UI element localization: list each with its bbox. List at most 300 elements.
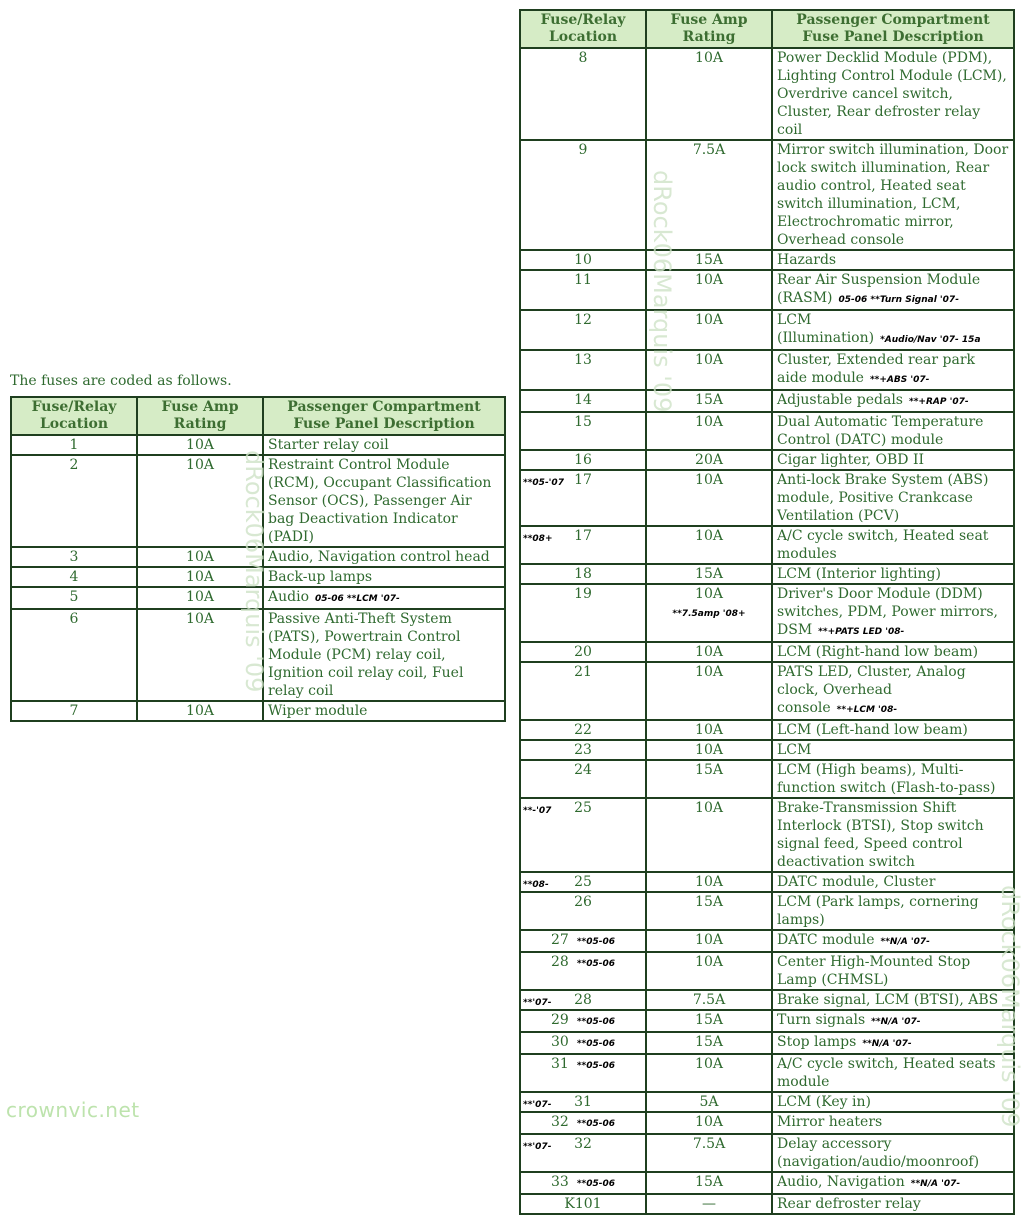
fuse-location-cell xyxy=(11,435,137,455)
fuse-location: 14 xyxy=(574,392,592,408)
fuse-location-cell xyxy=(520,390,646,412)
fuse-description: Rear defroster relay xyxy=(777,1196,921,1212)
table-row xyxy=(11,609,505,701)
table-row xyxy=(520,872,1014,892)
fuse-rating-cell xyxy=(646,1134,772,1172)
fuse-rating: 15A xyxy=(695,894,723,910)
fuse-description: Driver's Door Module (DDM) switches, PDM, Power mirrors, DSM xyxy=(777,586,998,638)
fuse-location: 11 xyxy=(574,272,592,288)
fuse-rating-cell xyxy=(646,526,772,564)
fuse-location: 26 xyxy=(574,894,592,910)
rating-note: **7.5amp '08+ xyxy=(672,609,746,619)
year-note: *Audio/Nav '07- 15a xyxy=(880,335,981,345)
fuse-location-cell xyxy=(11,455,137,547)
fuse-description-cell xyxy=(772,952,1014,990)
fuse-location-cell xyxy=(520,1032,646,1054)
intro-text: The fuses are coded as follows. xyxy=(10,373,232,389)
table-row xyxy=(520,952,1014,990)
year-note: **N/A '07- xyxy=(880,937,930,947)
fuse-description: Audio xyxy=(268,589,309,605)
right-table-body xyxy=(520,48,1014,1214)
fuse-location: 21 xyxy=(574,664,592,680)
fuse-rating-cell xyxy=(646,720,772,740)
fuse-description-cell xyxy=(772,48,1014,140)
fuse-description: LCM xyxy=(777,742,812,758)
fuse-rating-cell xyxy=(646,740,772,760)
fuse-rating: 10A xyxy=(695,414,723,430)
fuse-location-cell xyxy=(11,609,137,701)
fuse-location: 28 xyxy=(550,954,569,970)
fuse-rating: — xyxy=(702,1196,716,1212)
fuse-location-cell xyxy=(520,1010,646,1032)
fuse-description-cell xyxy=(772,642,1014,662)
table-row xyxy=(520,1194,1014,1214)
table-row xyxy=(11,587,505,609)
fuse-location-cell xyxy=(11,701,137,721)
fuse-location-cell xyxy=(520,952,646,990)
fuse-location-cell xyxy=(520,1172,646,1194)
fuse-rating-cell xyxy=(646,990,772,1010)
fuse-location-cell xyxy=(520,412,646,450)
fuse-description-cell xyxy=(263,587,505,609)
table-header-row xyxy=(520,10,1014,48)
fuse-location-cell xyxy=(11,587,137,609)
fuse-description: DATC module, Cluster xyxy=(777,874,936,890)
fuse-description: Brake signal, LCM (BTSI), ABS xyxy=(777,992,999,1008)
table-row xyxy=(520,412,1014,450)
fuse-description-cell xyxy=(772,1194,1014,1214)
fuse-rating: 10A xyxy=(695,50,723,66)
model-year-note: **'07- xyxy=(523,1142,552,1152)
fuse-description: Mirror heaters xyxy=(777,1114,883,1130)
fuse-description-cell xyxy=(772,584,1014,642)
fuse-location-cell xyxy=(520,760,646,798)
fuse-location: 18 xyxy=(574,566,592,582)
fuse-location: 12 xyxy=(574,312,592,328)
year-note: **05-06 xyxy=(576,1119,616,1129)
fuse-rating: 10A xyxy=(186,569,214,585)
year-note: **+ABS '07- xyxy=(869,375,930,385)
fuse-description: Back-up lamps xyxy=(268,569,373,585)
fuse-rating-cell xyxy=(646,662,772,720)
fuse-description: LCM (Park lamps, cornering lamps) xyxy=(777,894,979,928)
fuse-description-cell xyxy=(772,450,1014,470)
fuse-location-cell xyxy=(520,450,646,470)
table-row xyxy=(11,455,505,547)
left-table-body xyxy=(11,435,505,721)
table-row xyxy=(520,798,1014,872)
fuse-rating: 10A xyxy=(695,742,723,758)
fuse-location-cell xyxy=(520,798,646,872)
fuse-location-cell xyxy=(520,48,646,140)
fuse-description-cell xyxy=(263,455,505,547)
fuse-description-cell xyxy=(772,470,1014,526)
fuse-description: Hazards xyxy=(777,252,837,268)
table-row xyxy=(520,470,1014,526)
fuse-description-cell xyxy=(772,564,1014,584)
fuse-location: 8 xyxy=(578,50,588,66)
fuse-location-cell xyxy=(520,270,646,310)
fuse-description: Adjustable pedals xyxy=(777,392,903,408)
fuse-rating: 15A xyxy=(695,1012,723,1028)
fuse-rating: 15A xyxy=(695,1174,723,1190)
fuse-rating: 10A xyxy=(695,272,723,288)
fuse-description: LCM (Interior lighting) xyxy=(777,566,941,582)
fuse-description-cell xyxy=(772,1112,1014,1134)
table-row xyxy=(11,547,505,567)
fuse-location-cell xyxy=(520,526,646,564)
fuse-rating: 10A xyxy=(695,586,723,602)
fuse-rating: 10A xyxy=(695,528,723,544)
table-row xyxy=(520,526,1014,564)
fuse-description-cell xyxy=(263,567,505,587)
year-note: 05-06 **LCM '07- xyxy=(315,594,400,604)
fuse-description-cell xyxy=(772,662,1014,720)
fuse-description: Turn signals xyxy=(777,1012,866,1028)
fuse-location: 31 xyxy=(550,1056,569,1072)
table-row xyxy=(520,584,1014,642)
fuse-location: 32 xyxy=(574,1136,592,1152)
table-row xyxy=(11,701,505,721)
fuse-rating-cell xyxy=(646,48,772,140)
fuse-location: 2 xyxy=(69,457,79,473)
fuse-location-cell xyxy=(520,310,646,350)
fuse-location-cell xyxy=(11,567,137,587)
fuse-rating: 10A xyxy=(186,457,214,473)
table-row xyxy=(520,450,1014,470)
fuse-description: Anti-lock Brake System (ABS) module, Positive Crankcase Ventilation (PCV) xyxy=(777,472,989,524)
fuse-description: A/C cycle switch, Heated seats module xyxy=(777,1056,996,1090)
fuse-description: LCM (Right-hand low beam) xyxy=(777,644,979,660)
fuse-description-cell xyxy=(772,1092,1014,1112)
fuse-description: Dual Automatic Temperature Control (DATC) module xyxy=(777,414,984,448)
fuse-description: Cigar lighter, OBD II xyxy=(777,452,925,468)
fuse-description-cell xyxy=(772,250,1014,270)
fuse-rating: 15A xyxy=(695,1034,723,1050)
fuse-location: 5 xyxy=(69,589,79,605)
fuse-description-cell xyxy=(772,140,1014,250)
fuse-rating: 10A xyxy=(186,611,214,627)
year-note: **N/A '07- xyxy=(910,1179,961,1189)
fuse-rating-cell xyxy=(646,798,772,872)
fuse-location: 10 xyxy=(574,252,592,268)
fuse-location: 7 xyxy=(69,703,79,719)
fuse-rating-cell xyxy=(646,892,772,930)
fuse-description-cell xyxy=(263,547,505,567)
table-row xyxy=(520,270,1014,310)
fuse-description: Delay accessory (navigation/audio/moonroof) xyxy=(777,1136,980,1170)
fuse-description-cell xyxy=(772,350,1014,390)
fuse-description-cell xyxy=(772,990,1014,1010)
fuse-description: A/C cycle switch, Heated seat modules xyxy=(777,528,989,562)
table-row xyxy=(520,390,1014,412)
fuse-description: Cluster, Extended rear park aide module xyxy=(777,352,976,386)
site-brand: crownvic.net xyxy=(6,1098,140,1122)
fuse-description: PATS LED, Cluster, Analog clock, Overhead console xyxy=(777,664,966,716)
fuse-rating: 10A xyxy=(695,1056,723,1072)
fuse-rating-cell xyxy=(646,1010,772,1032)
fuse-location-cell xyxy=(520,1054,646,1092)
fuse-description-cell xyxy=(772,1054,1014,1092)
fuse-rating-cell xyxy=(646,1194,772,1214)
fuse-description: Power Decklid Module (PDM), Lighting Control Module (LCM), Overdrive cancel switch, Cluster, Rear defroster relay coil xyxy=(777,50,1007,138)
model-year-note: **05-'07 xyxy=(523,478,564,488)
fuse-description-cell xyxy=(772,390,1014,412)
fuse-description-cell xyxy=(772,412,1014,450)
fuse-rating: 10A xyxy=(186,589,214,605)
fuse-rating-cell xyxy=(646,310,772,350)
year-note: **05-06 xyxy=(576,1017,616,1027)
table-row xyxy=(520,48,1014,140)
model-year-note: **-'07 xyxy=(523,806,552,816)
fuse-rating-cell xyxy=(646,642,772,662)
fuse-location: 6 xyxy=(69,611,79,627)
year-note: **+PATS LED '08- xyxy=(818,627,905,637)
fuse-rating: 10A xyxy=(186,703,214,719)
fuse-location-cell xyxy=(520,990,646,1010)
fuse-description: Stop lamps xyxy=(777,1034,857,1050)
fuse-location: 16 xyxy=(574,452,592,468)
fuse-description: Passive Anti-Theft System (PATS), Powertrain Control Module (PCM) relay coil, Ignition coil relay coil, Fuel relay coil xyxy=(268,611,464,699)
fuse-location-cell xyxy=(520,930,646,952)
fuse-location: 30 xyxy=(550,1034,569,1050)
fuse-location: 4 xyxy=(69,569,79,585)
table-row xyxy=(520,1054,1014,1092)
header-description: Passenger Compartment Fuse Panel Description xyxy=(263,397,505,435)
fuse-description-cell xyxy=(263,701,505,721)
fuse-location: 25 xyxy=(574,800,592,816)
fuse-description-cell xyxy=(772,930,1014,952)
fuse-description: LCM (Key in) xyxy=(777,1094,871,1110)
table-row xyxy=(520,1112,1014,1134)
table-row xyxy=(520,740,1014,760)
table-row xyxy=(520,720,1014,740)
year-note: **05-06 xyxy=(576,1039,616,1049)
header-rating: Fuse Amp Rating xyxy=(137,397,263,435)
fuse-description-cell xyxy=(772,892,1014,930)
table-row xyxy=(520,564,1014,584)
model-year-note: **'07- xyxy=(523,998,552,1008)
fuse-location-cell xyxy=(520,350,646,390)
fuse-description: Brake-Transmission Shift Interlock (BTSI), Stop switch signal feed, Speed control deactivation switch xyxy=(777,800,984,870)
table-row xyxy=(520,350,1014,390)
fuse-table-left xyxy=(10,396,506,722)
fuse-location-cell xyxy=(520,250,646,270)
fuse-rating-cell xyxy=(646,584,772,642)
fuse-rating: 10A xyxy=(695,644,723,660)
table-row xyxy=(520,892,1014,930)
fuse-rating-cell xyxy=(646,350,772,390)
fuse-location-cell xyxy=(520,740,646,760)
fuse-rating-cell xyxy=(646,1172,772,1194)
fuse-rating: 10A xyxy=(695,472,723,488)
fuse-rating-cell xyxy=(646,270,772,310)
table-row xyxy=(520,760,1014,798)
fuse-location: 33 xyxy=(550,1174,569,1190)
fuse-rating-cell xyxy=(646,760,772,798)
fuse-description-cell xyxy=(772,270,1014,310)
fuse-rating-cell xyxy=(646,1054,772,1092)
fuse-location: 19 xyxy=(574,586,592,602)
fuse-rating-cell xyxy=(137,547,263,567)
fuse-description-cell xyxy=(772,526,1014,564)
table-row xyxy=(520,930,1014,952)
watermark-right: dRock06Marquis '09 xyxy=(996,885,1024,1128)
fuse-location-cell xyxy=(520,662,646,720)
fuse-rating: 10A xyxy=(695,664,723,680)
fuse-description: Starter relay coil xyxy=(268,437,389,453)
fuse-description-cell xyxy=(772,1172,1014,1194)
fuse-rating: 15A xyxy=(695,566,723,582)
fuse-description: Mirror switch illumination, Door lock switch illumination, Rear audio control, Heated seat switch illumination, LCM, Electrochromatic mirror, Overhead console xyxy=(777,142,1009,248)
fuse-location: 20 xyxy=(574,644,592,660)
fuse-description-cell xyxy=(772,740,1014,760)
year-note: **05-06 xyxy=(576,1061,616,1071)
fuse-location-cell xyxy=(520,872,646,892)
fuse-location: 3 xyxy=(69,549,79,565)
model-year-note: **'07- xyxy=(523,1100,552,1110)
table-row xyxy=(520,250,1014,270)
table-row xyxy=(520,990,1014,1010)
table-row xyxy=(520,310,1014,350)
fuse-description: LCM (Left-hand low beam) xyxy=(777,722,968,738)
fuse-rating-cell xyxy=(646,952,772,990)
fuse-rating-cell xyxy=(646,140,772,250)
fuse-rating: 15A xyxy=(695,392,723,408)
table-row xyxy=(520,662,1014,720)
fuse-rating-cell xyxy=(646,1092,772,1112)
fuse-location-cell xyxy=(520,642,646,662)
model-year-note: **08+ xyxy=(523,534,553,544)
fuse-description-cell xyxy=(772,720,1014,740)
fuse-description: Rear Air Suspension Module (RASM) xyxy=(777,272,981,306)
fuse-description: LCM (High beams), Multi-function switch (Flash-to-pass) xyxy=(777,762,996,796)
fuse-location: 27 xyxy=(550,932,569,948)
fuse-rating-cell xyxy=(646,250,772,270)
fuse-location-cell xyxy=(520,564,646,584)
fuse-location: 22 xyxy=(574,722,592,738)
year-note: **05-06 xyxy=(576,959,616,969)
fuse-rating-cell xyxy=(137,435,263,455)
fuse-rating: 15A xyxy=(695,252,723,268)
fuse-rating-cell xyxy=(137,455,263,547)
year-note: **05-06 xyxy=(576,1179,616,1189)
fuse-location: 15 xyxy=(574,414,592,430)
fuse-location-cell xyxy=(520,1134,646,1172)
fuse-description: Audio, Navigation xyxy=(777,1174,905,1190)
fuse-description: LCM (Illumination) xyxy=(777,312,875,346)
fuse-location: 17 xyxy=(574,528,592,544)
fuse-description-cell xyxy=(772,872,1014,892)
fuse-table-right xyxy=(519,9,1015,1215)
fuse-description-cell xyxy=(263,435,505,455)
table-header-row xyxy=(11,397,505,435)
fuse-location-cell xyxy=(11,547,137,567)
fuse-description: DATC module xyxy=(777,932,875,948)
header-location: Fuse/Relay Location xyxy=(11,397,137,435)
fuse-description: Center High-Mounted Stop Lamp (CHMSL) xyxy=(777,954,971,988)
fuse-location: 23 xyxy=(574,742,592,758)
fuse-rating-cell xyxy=(137,701,263,721)
fuse-rating-cell xyxy=(646,470,772,526)
fuse-rating: 10A xyxy=(695,800,723,816)
watermark-left: dRock06Marquis '09 xyxy=(240,450,268,693)
year-note: **N/A '07- xyxy=(862,1039,912,1049)
fuse-description-cell xyxy=(772,1010,1014,1032)
fuse-location-cell xyxy=(520,720,646,740)
fuse-location: 1 xyxy=(69,437,79,453)
fuse-rating: 15A xyxy=(695,762,723,778)
fuse-location: 28 xyxy=(574,992,592,1008)
fuse-rating: 7.5A xyxy=(692,992,726,1008)
fuse-rating: 10A xyxy=(695,874,723,890)
fuse-description: Audio, Navigation control head xyxy=(268,549,490,565)
table-row xyxy=(11,567,505,587)
fuse-description: Wiper module xyxy=(268,703,368,719)
fuse-rating: 10A xyxy=(695,932,723,948)
fuse-rating-cell xyxy=(137,567,263,587)
header-location: Fuse/Relay Location xyxy=(520,10,646,48)
watermark-center: dRock06Marquis '09 xyxy=(648,170,676,413)
fuse-rating-cell xyxy=(646,1032,772,1054)
fuse-description-cell xyxy=(263,609,505,701)
fuse-rating: 10A xyxy=(695,722,723,738)
fuse-description: Restraint Control Module (RCM), Occupant Classification Sensor (OCS), Passenger Air bag Deactivation Indicator (PADI) xyxy=(268,457,492,545)
year-note: **+RAP '07- xyxy=(908,397,969,407)
table-row xyxy=(520,140,1014,250)
table-row xyxy=(520,1010,1014,1032)
fuse-location: 29 xyxy=(550,1012,569,1028)
fuse-rating: 10A xyxy=(695,352,723,368)
fuse-rating-cell xyxy=(137,609,263,701)
table-row xyxy=(520,1134,1014,1172)
fuse-location: 13 xyxy=(574,352,592,368)
fuse-location: 17 xyxy=(574,472,592,488)
fuse-location-cell xyxy=(520,140,646,250)
fuse-location-cell xyxy=(520,584,646,642)
fuse-rating: 10A xyxy=(186,549,214,565)
header-rating: Fuse Amp Rating xyxy=(646,10,772,48)
fuse-rating-cell xyxy=(646,564,772,584)
year-note: **+LCM '08- xyxy=(836,705,898,715)
fuse-location-cell xyxy=(520,1194,646,1214)
fuse-location-cell xyxy=(520,1112,646,1134)
header-description: Passenger Compartment Fuse Panel Description xyxy=(772,10,1014,48)
fuse-location: K101 xyxy=(564,1196,602,1212)
fuse-location: 24 xyxy=(574,762,592,778)
fuse-location: 32 xyxy=(550,1114,569,1130)
fuse-location: 31 xyxy=(574,1094,592,1110)
table-row xyxy=(11,435,505,455)
fuse-rating-cell xyxy=(646,872,772,892)
table-row xyxy=(520,642,1014,662)
fuse-rating-cell xyxy=(646,1112,772,1134)
fuse-rating-cell xyxy=(646,412,772,450)
fuse-rating: 10A xyxy=(695,954,723,970)
fuse-rating-cell xyxy=(137,587,263,609)
fuse-rating-cell xyxy=(646,390,772,412)
fuse-rating: 7.5A xyxy=(692,142,726,158)
fuse-rating: 7.5A xyxy=(692,1136,726,1152)
fuse-location: 9 xyxy=(578,142,588,158)
fuse-description-cell xyxy=(772,798,1014,872)
fuse-location-cell xyxy=(520,470,646,526)
fuse-rating: 20A xyxy=(695,452,723,468)
fuse-description-cell xyxy=(772,1134,1014,1172)
fuse-description-cell xyxy=(772,760,1014,798)
fuse-description-cell xyxy=(772,310,1014,350)
table-row xyxy=(520,1092,1014,1112)
